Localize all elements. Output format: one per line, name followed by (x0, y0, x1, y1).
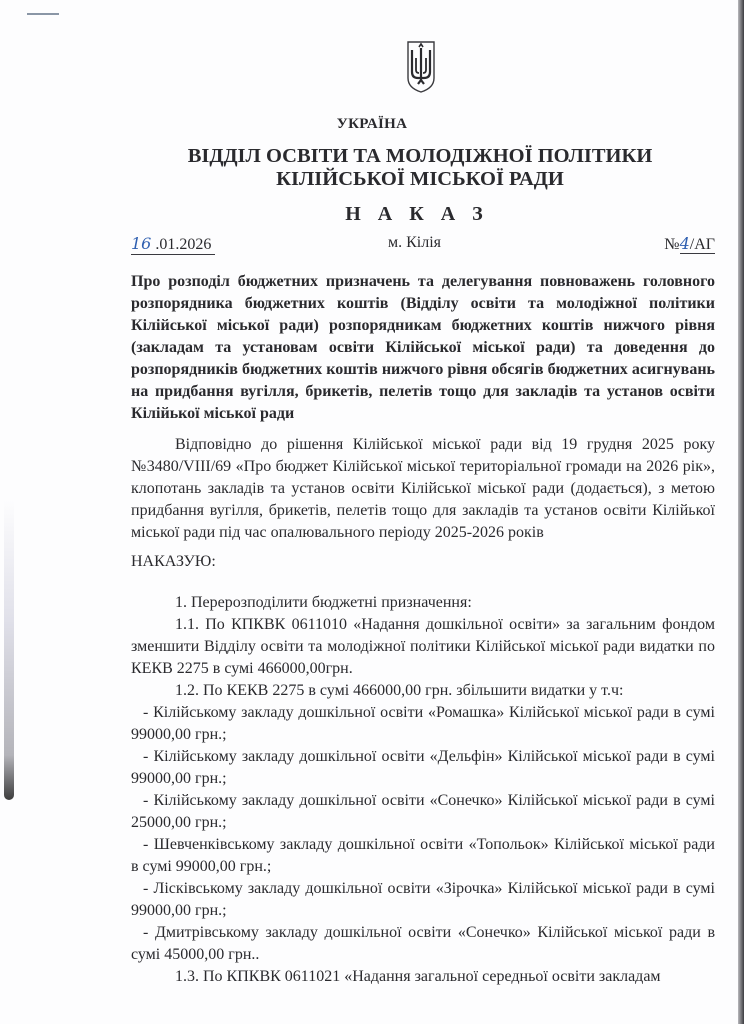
order-number (664, 234, 715, 254)
document-type: Н А К А З (345, 203, 489, 225)
sub-item: - Кілійському закладу дошкільної освіти «Дельфін» Кілійської міської ради в сумі 99000,00 грн.; (131, 748, 715, 787)
order-word: НАКАЗУЮ: (131, 553, 216, 570)
city: м. Кілія (388, 234, 442, 251)
department-line-1: ВІДДІЛ ОСВІТИ ТА МОЛОДІЖНОЇ ПОЛІТИКИ (187, 145, 653, 167)
number-handwritten: 4 (679, 234, 690, 253)
item-1-3: 1.3. По КПКВК 0611021 «Надання загальної середньої освіти закладам (175, 968, 661, 985)
sub-item: - Шевченківському закладу дошкільної освіти «Топольок» Кілійської міської ради в сумі 99000,00 грн.; (131, 836, 715, 875)
scan-mark (27, 13, 59, 15)
number-suffix: /АГ (689, 236, 715, 253)
department-line-2: КІЛІЙСЬКОЇ МІСЬКОЇ РАДИ (276, 168, 564, 190)
date-handwritten: 16 (131, 234, 152, 253)
item-1: 1. Перерозподілити бюджетні призначення: (175, 594, 472, 611)
item-1-1: 1.1. По КПКВК 0611010 «Надання дошкільної освіти» за загальним фондом зменшити Відділу освіти та молодіжної політики Кілійської міської ради видатки по КЕКВ 2275 в сумі 466000,00грн. (131, 616, 715, 677)
item-1-2: 1.2. По КЕКВ 2275 в сумі 466000,00 грн. збільшити видатки у т.ч: (175, 682, 624, 699)
sub-item: - Дмитрівському закладу дошкільної освіти «Сонечко» Кілійської міської ради в сумі 45000,00 грн.. (131, 924, 715, 963)
sub-item: - Лісківському закладу дошкільної освіти «Зірочка» Кілійської міської ради в сумі 99000,00 грн.; (131, 880, 715, 919)
order-date (131, 234, 215, 255)
sub-item: - Кілійському закладу дошкільної освіти «Ромашка» Кілійської міської ради в сумі 99000,00 грн.; (131, 704, 715, 743)
scan-edge-left (4, 500, 14, 800)
scan-edge-right (738, 0, 744, 1024)
date-row (131, 234, 715, 256)
department-heading (120, 145, 720, 191)
sub-item: - Кілійському закладу дошкільної освіти «Сонечко» Кілійської міської ради в сумі 25000,00 грн.; (131, 792, 715, 831)
trident-coat-of-arms-icon (406, 40, 436, 94)
number-prefix: № (664, 236, 680, 253)
date-printed: .01.2026 (155, 236, 212, 253)
order-title: Про розподіл бюджетних призначень та делегування повноважень головного розпорядника бюджетних коштів (Відділу освіти та молодіжної політики Кілійської міської ради) розпорядникам бюджетних коштів нижчого рівня (закладам та установам освіти Кілійської міської ради) та доведення до розпорядників бюджетних коштів нижчого рівня обсягів бюджетних асигнувань на придбання вугілля, брикетів, пелетів тощо для закладів та установ освіти Кілійької міської ради (131, 273, 715, 422)
preamble: Відповідно до рішення Кілійської міської ради від 19 грудня 2025 року №3480/VIII/69 «Про бюджет Кілійської міської територіальної громади на 2026 рік», клопотань закладів та установ освіти Кілійської міської ради (додається), з метою придбання вугілля, брикетів, пелетів тощо для закладів та установ освіти Кілійької міської ради під час опалювального періоду 2025-2026 років (131, 436, 715, 541)
country-heading: УКРАЇНА (336, 116, 408, 132)
number-underlined (680, 236, 715, 254)
